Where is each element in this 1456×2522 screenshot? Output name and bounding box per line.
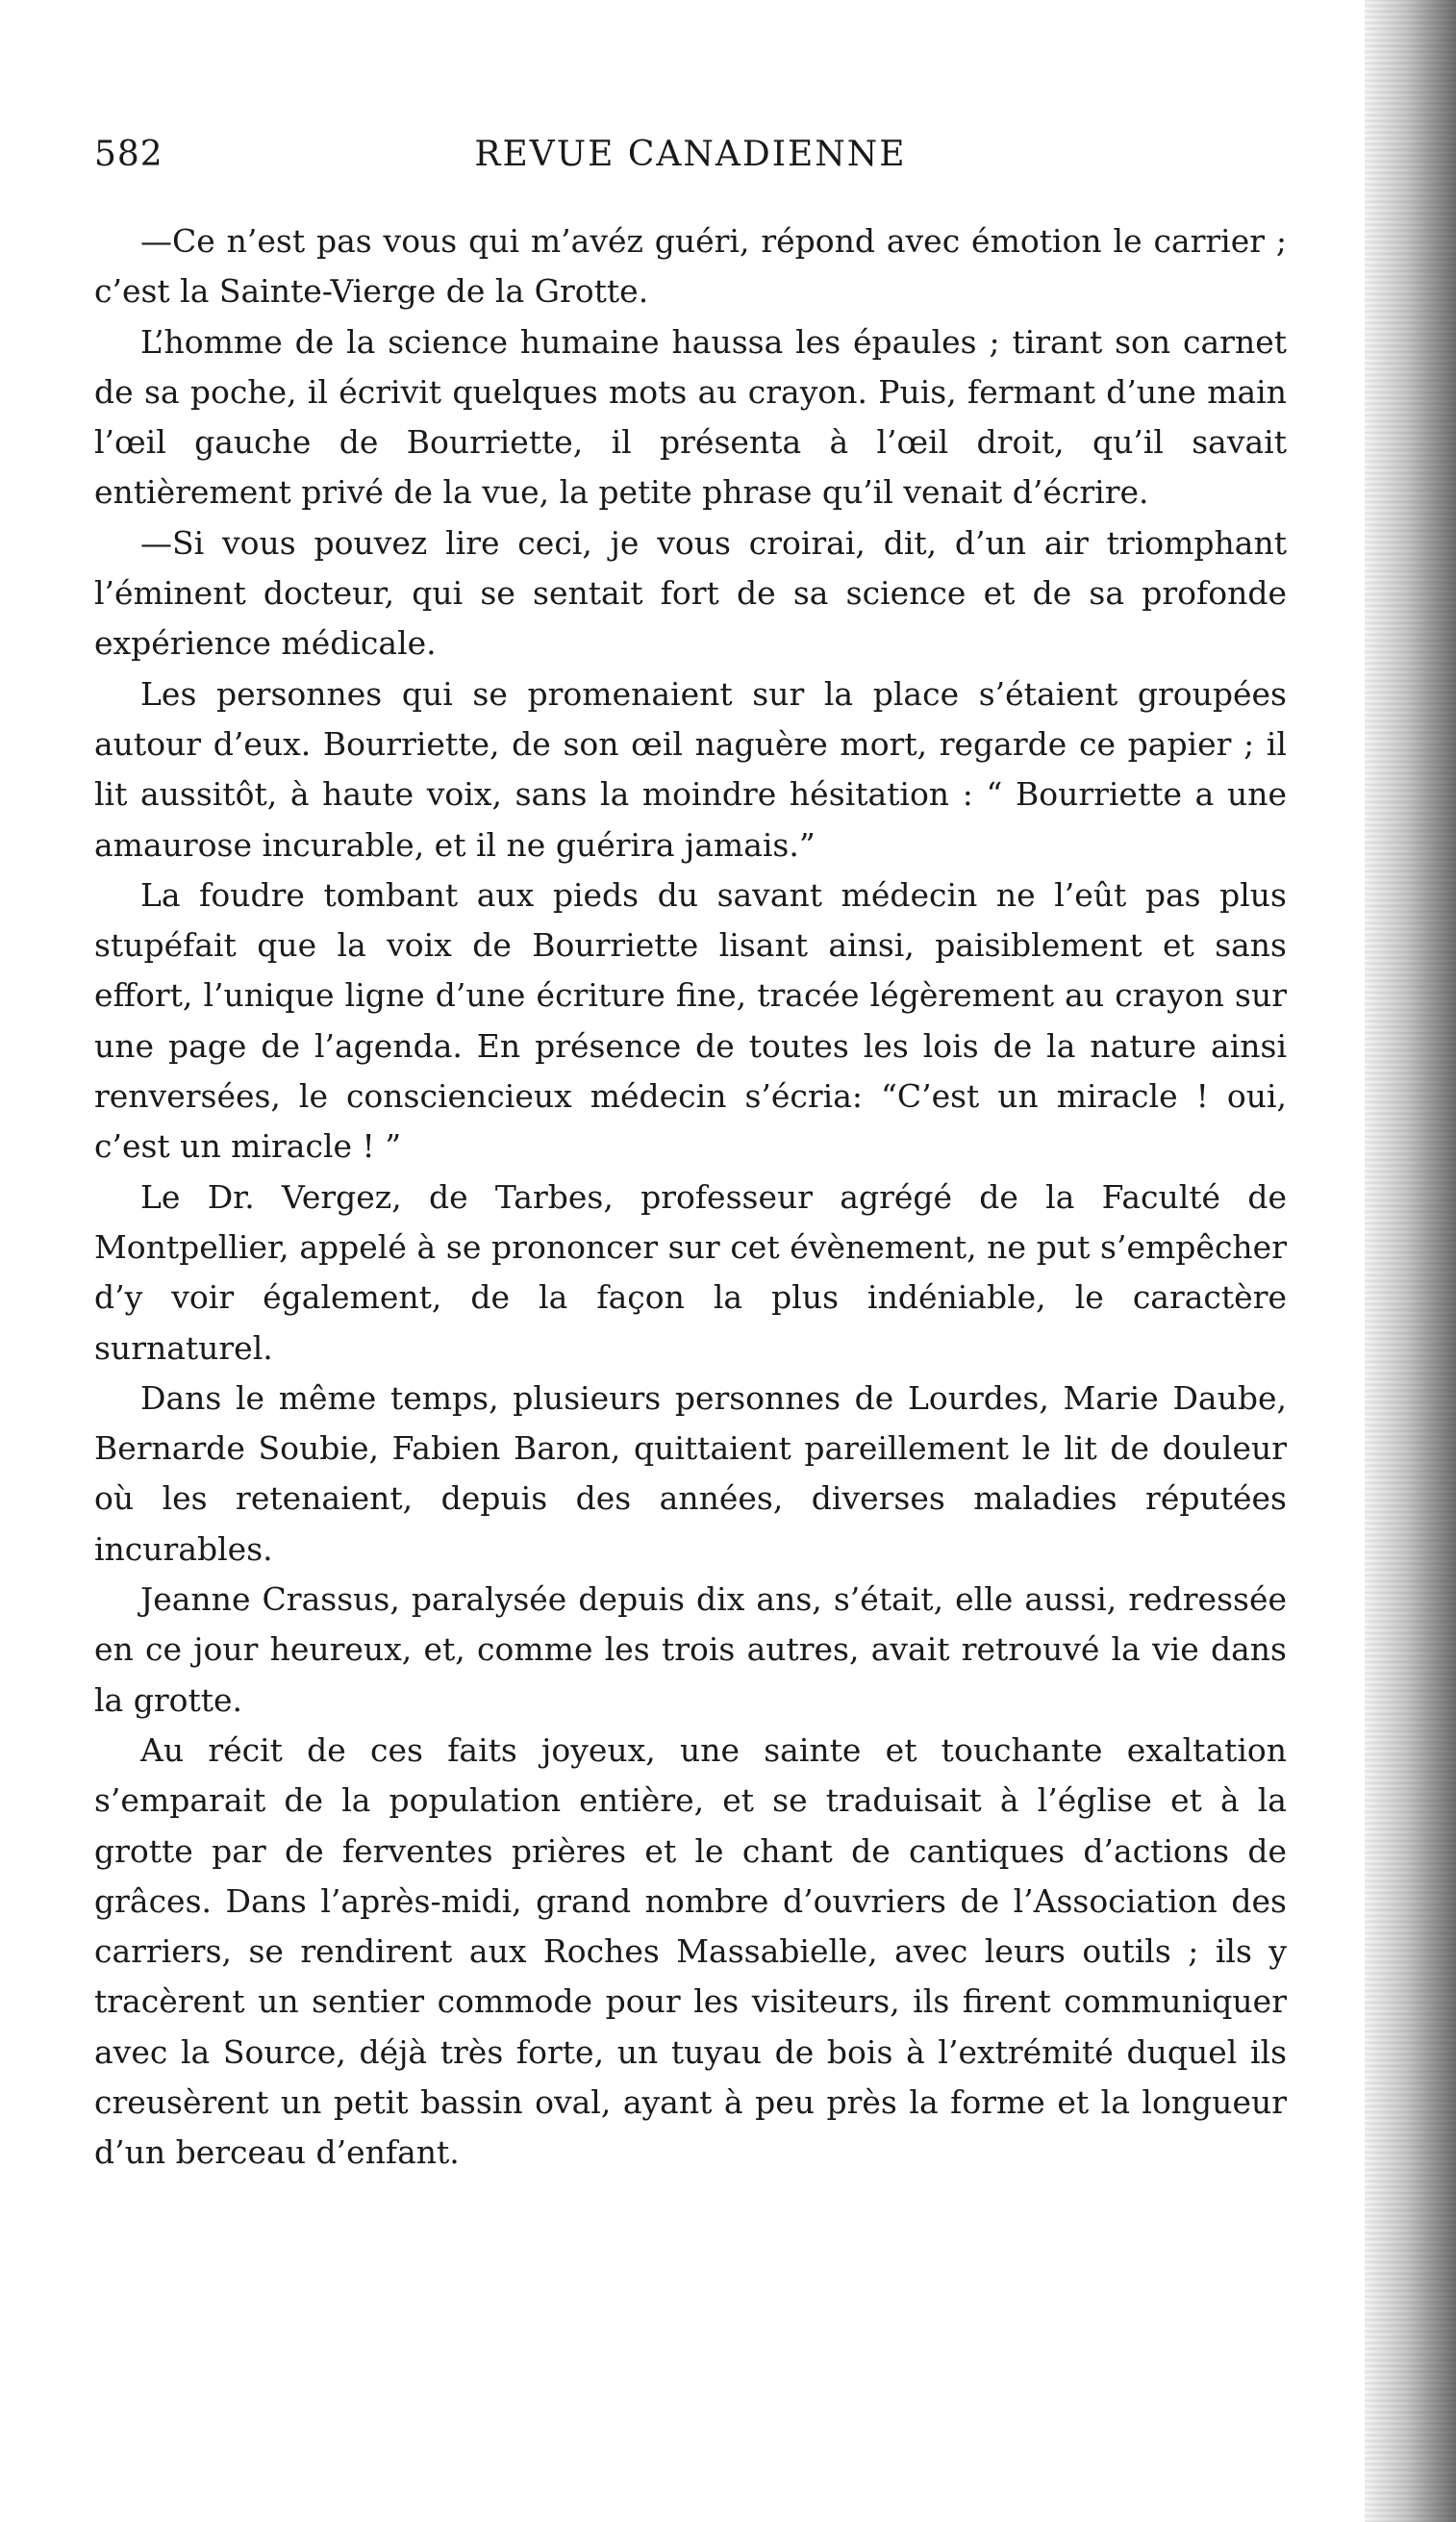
page-header	[94, 135, 1287, 183]
paragraph: Jeanne Crassus, paralysée depuis dix ans, s’était, elle aussi, redressée en ce jour heureux, et, comme les trois autres, avait retrouvé la vie dans la grotte.	[94, 1580, 1287, 1719]
paragraph: Le Dr. Vergez, de Tarbes, professeur agrégé de la Faculté de Montpellier, appelé à se prononcer sur cet évènement, ne put s’empêcher d’y voir également, de la façon la plus indéniable, le caractère surnaturel.	[94, 1177, 1287, 1367]
paragraph: —Si vous pouvez lire ceci, je vous croirai, dit, d’un air triomphant l’éminent docteur, qui se sentait fort de sa science et de sa profonde expérience médicale.	[94, 523, 1287, 663]
paragraph: —Ce n’est pas vous qui m’avéz guéri, répond avec émotion le carrier ; c’est la Sainte-Vierge de la Grotte.	[94, 222, 1287, 311]
page-edge-shadow	[1365, 0, 1456, 2522]
page-number: 582	[94, 135, 163, 174]
paragraph: Au récit de ces faits joyeux, une sainte et touchante exaltation s’emparait de la population entière, et se traduisait à l’église et à la grotte par de ferventes prières et le chant de cantiques d’actions de grâces. Dans l’après-midi, grand nombre d’ouvriers de l’Association des carriers, se rendirent aux Roches Massabielle, avec leurs outils ; ils y tracèrent un sentier commode pour les visiteurs, ils firent communiquer avec la Source, déjà très forte, un tuyau de bois à l’extrémité duquel ils creusèrent un petit bassin oval, ayant à peu près la forme et la longueur d’un berceau d’enfant.	[94, 1730, 1287, 2172]
running-title: REVUE CANADIENNE	[474, 135, 907, 174]
paragraph: L’homme de la science humaine haussa les épaules ; tirant son carnet de sa poche, il écrivit quelques mots au crayon. Puis, fermant d’une main l’œil gauche de Bourriette, il présenta à l’œil droit, qu’il savait entièrement privé de la vue, la petite phrase qu’il venait d’écrire.	[94, 322, 1287, 512]
body-text	[94, 216, 1287, 2179]
paragraph: Dans le même temps, plusieurs personnes de Lourdes, Marie Daube, Bernarde Soubie, Fabien Baron, quittaient pareillement le lit de douleur où les retenaient, depuis des années, diverses maladies réputées incurables.	[94, 1378, 1287, 1568]
paragraph: Les personnes qui se promenaient sur la place s’étaient groupées autour d’eux. Bourriette, de son œil naguère mort, regarde ce papier ; il lit aussitôt, à haute voix, sans la moindre hésitation : “ Bourriette a une amaurose incurable, et il ne guérira jamais.”	[94, 674, 1287, 864]
paragraph: La foudre tombant aux pieds du savant médecin ne l’eût pas plus stupéfait que la voix de Bourriette lisant ainsi, paisiblement et sans effort, l’unique ligne d’une écriture fine, tracée légèrement au crayon sur une page de l’agenda. En présence de toutes les lois de la nature ainsi renversées, le consciencieux médecin s’écria: “C’est un miracle ! oui, c’est un miracle ! ”	[94, 875, 1287, 1166]
